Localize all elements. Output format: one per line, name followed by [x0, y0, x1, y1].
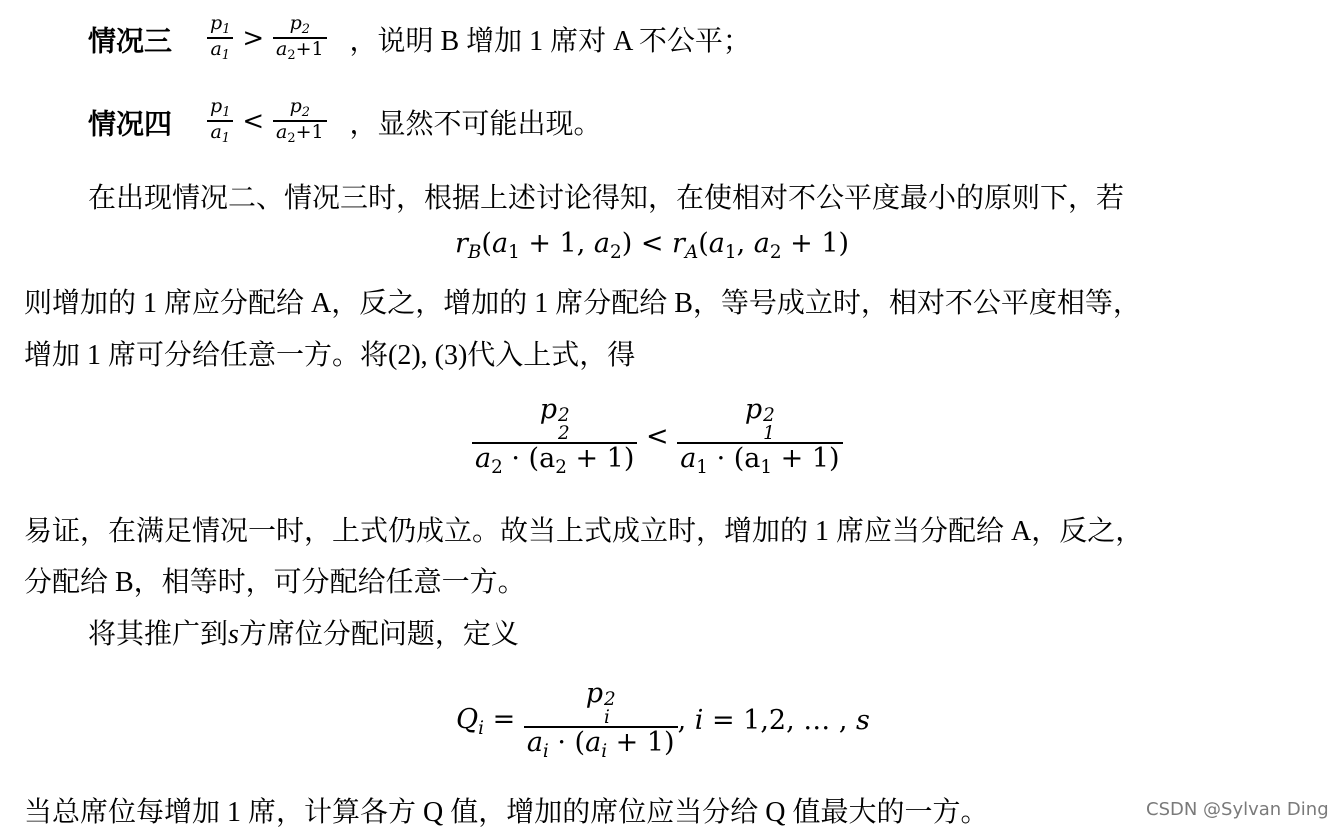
case4-label: 情况四 [88, 109, 173, 141]
case4-text: ，显然不可能出现。 [349, 109, 602, 141]
case4-inequality: $\frac{p_1}{a_1}$ < $\frac{p_2}{a_2+1}$ [207, 103, 335, 136]
case3-label: 情况三 [88, 26, 173, 58]
case3-line [88, 14, 751, 62]
paragraph: 增加 1 席可分给任意一方。将(2), (3)代入上式，得 [24, 340, 636, 371]
equation-unfairness: $r_B(a_1 + 1$, $a_2) < r_A(a_1$, $a_2 + 1$) [455, 228, 850, 263]
paragraph: 当总席位每增加 1 席，计算各方 Q 值，增加的席位应当分给 Q 值最大的一方。 [24, 797, 989, 828]
case4-line [88, 97, 602, 145]
variable-s: s [228, 619, 239, 650]
paragraph: 分配给 B，相等时，可分配给任意一方。 [24, 567, 526, 598]
para6-post: 方席位分配问题，定义 [238, 619, 519, 650]
case3-text: ，说明 B 增加 1 席对 A 不公平； [349, 26, 751, 58]
case3-inequality: $\frac{p_1}{a_1}$ > $\frac{p_2}{a_2+1}$ [207, 20, 335, 53]
paragraph [88, 612, 519, 652]
equation-q-comparison: p 2 2 $a_2 \cdot (a_2 + 1)$ < p 2 1 $a_1 \cdot (a_1 + 1)$ [472, 396, 843, 477]
watermark: CSDN @Sylvan Ding [1146, 799, 1329, 820]
paragraph: 在出现情况二、情况三时，根据上述讨论得知，在使相对不公平度最小的原则下，若 [88, 183, 1125, 214]
paragraph: 则增加的 1 席应分配给 A，反之，增加的 1 席分配给 B，等号成立时，相对不公平度相等， [24, 288, 1141, 319]
para6-pre: 将其推广到 [88, 619, 229, 650]
paragraph: 易证，在满足情况一时，上式仍成立。故当上式成立时，增加的 1 席应当分配给 A，反之， [24, 516, 1144, 547]
equation-q-definition: $Q_i$ = p 2 i $a_i \cdot (a_i + 1)$ , i = 1,2, … , s [456, 678, 870, 763]
